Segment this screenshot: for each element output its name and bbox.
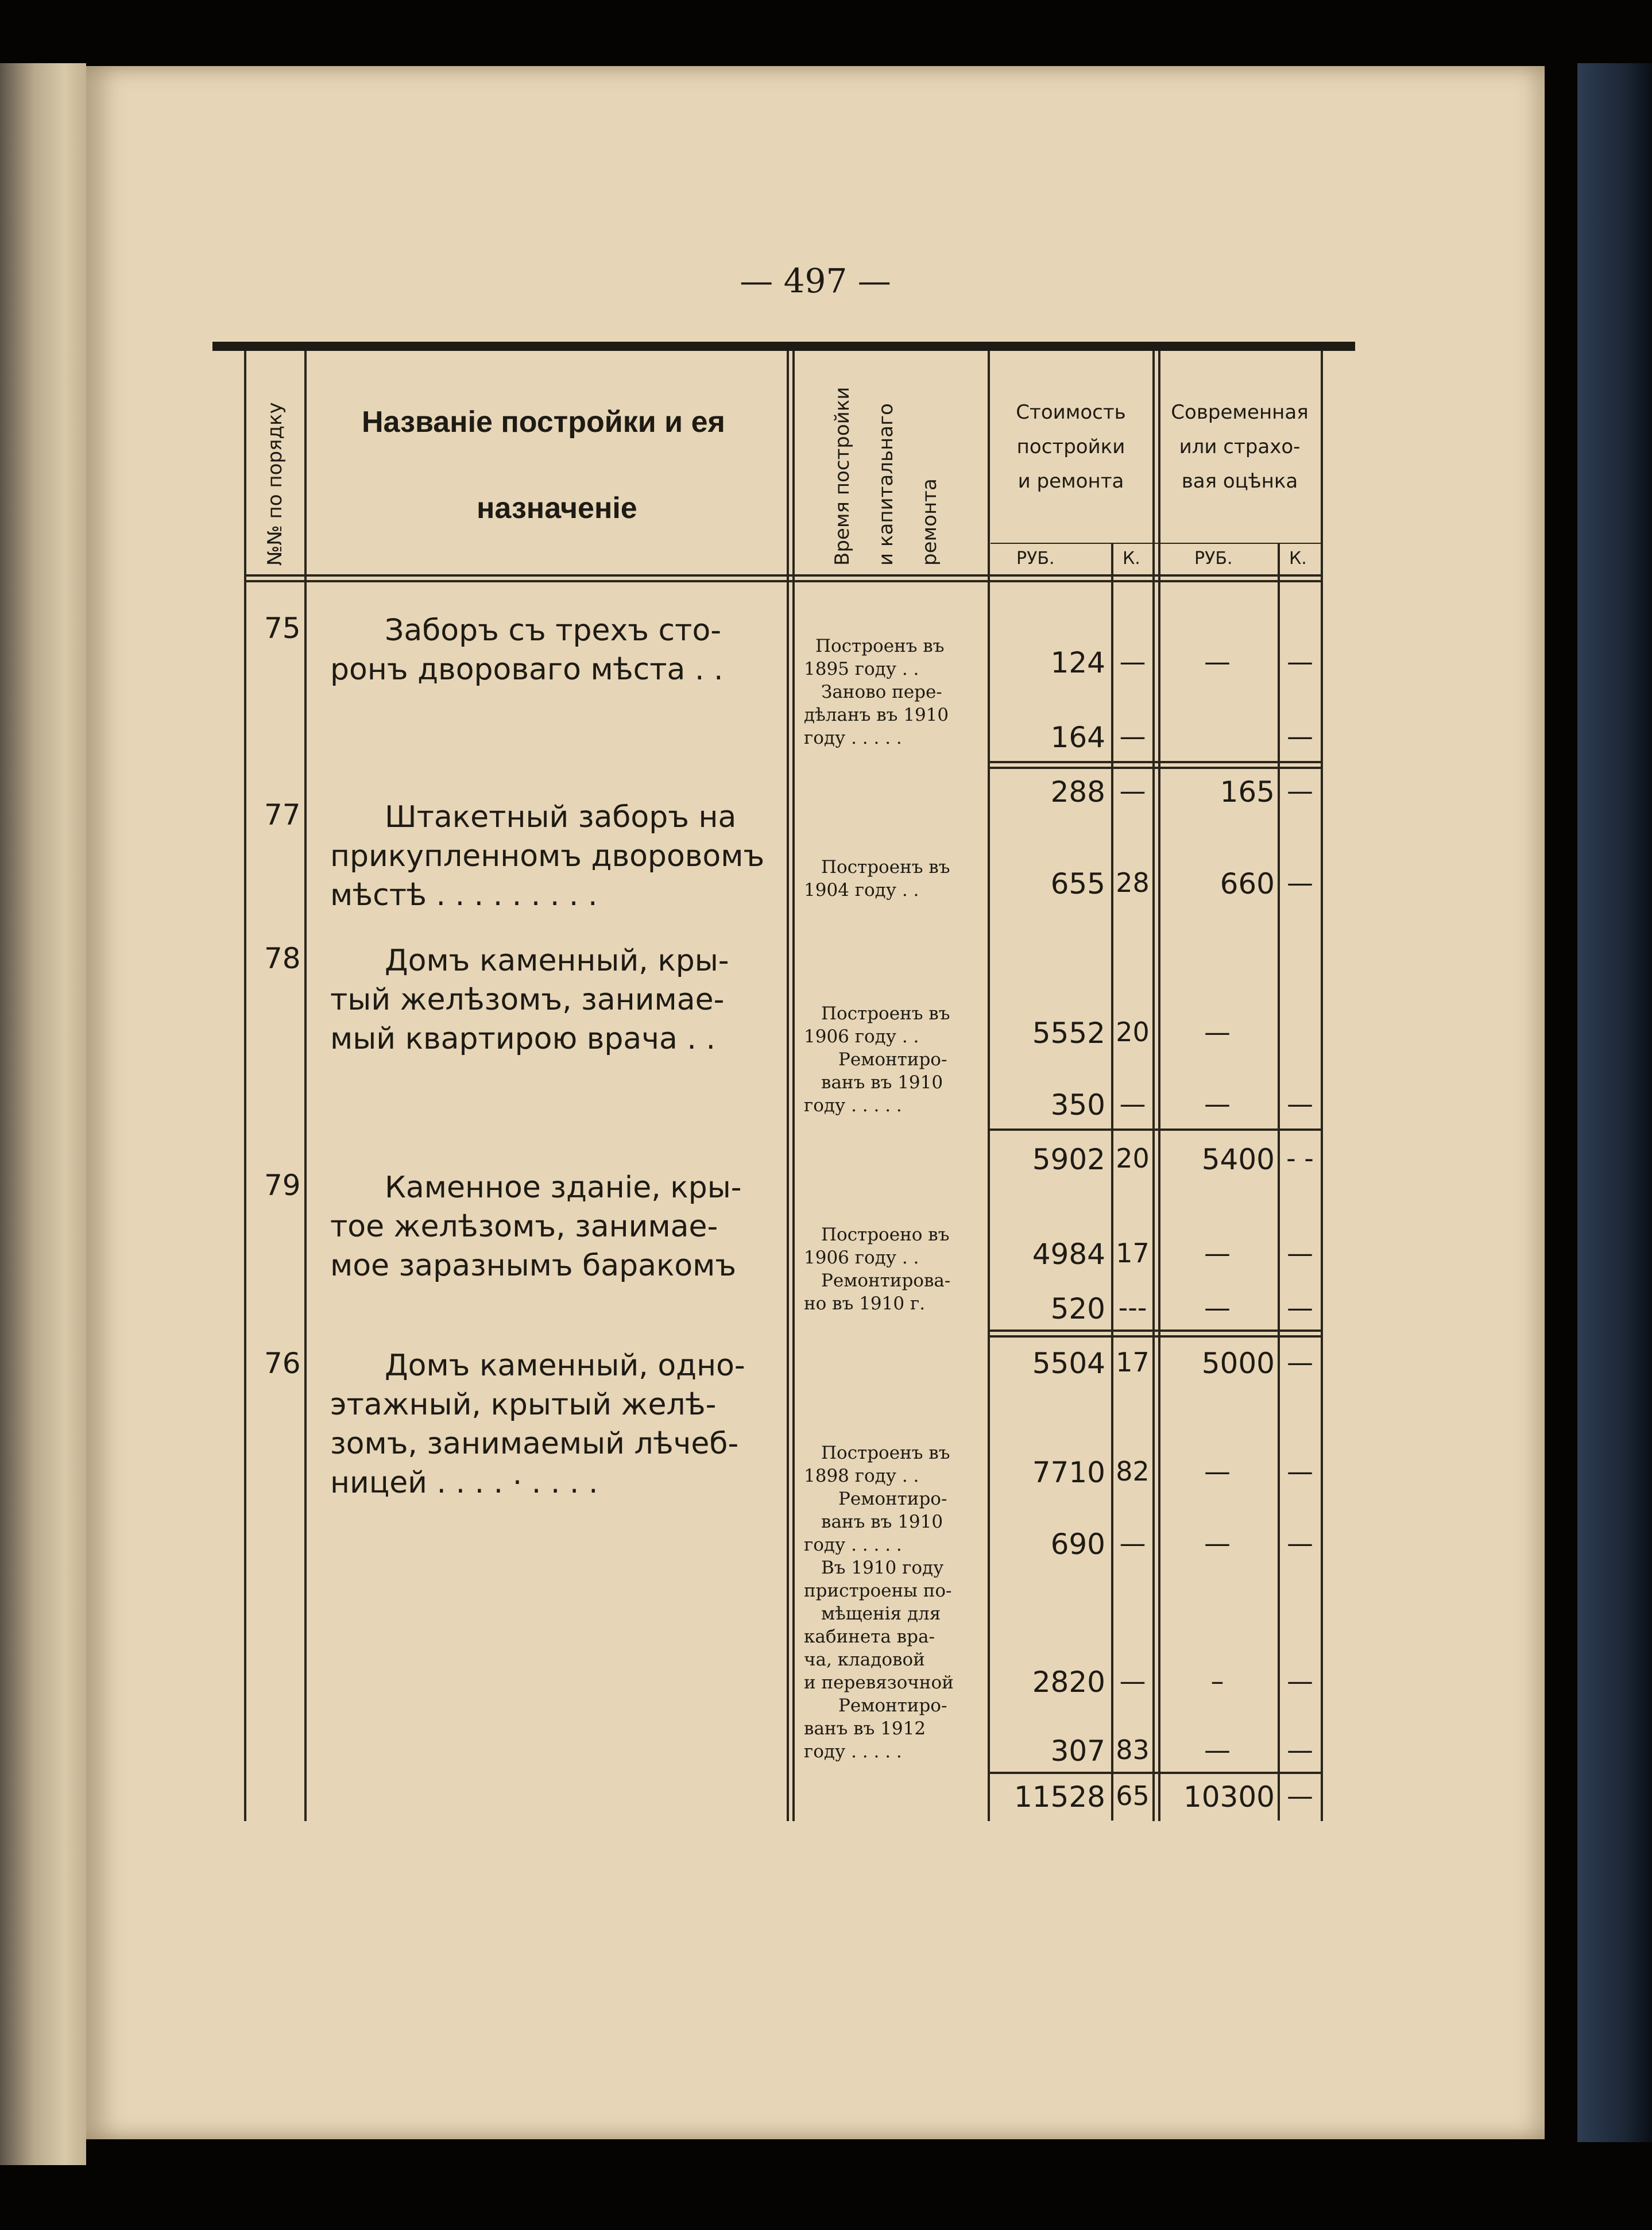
- header-col-value-l3: вая оцѣнка: [1181, 470, 1298, 493]
- row-name-line: Заборъ съ трехъ сто-: [385, 613, 722, 648]
- total-value-rub: 10300: [1183, 1780, 1275, 1814]
- total-value-kop: —: [1287, 775, 1313, 806]
- total-value-rub: 5000: [1201, 1347, 1275, 1380]
- subtotal-rule: [988, 1335, 1321, 1338]
- value-rub: —: [1204, 1734, 1231, 1765]
- row-time-line: году . . . . .: [804, 1095, 902, 1116]
- total-cost-rub: 288: [1050, 775, 1105, 809]
- row-name-line: тое желѣзомъ, занимае-: [330, 1209, 718, 1244]
- header-col-time-l1: Время постройки: [831, 387, 854, 566]
- total-value-kop: - -: [1286, 1143, 1314, 1174]
- row-time-line: году . . . . .: [804, 1535, 902, 1555]
- row-time-line: 1904 году . .: [804, 880, 919, 900]
- row-time-line: Построенъ въ: [821, 857, 950, 878]
- row-name-line: этажный, крытый желѣ-: [330, 1388, 717, 1422]
- cost-kop: —: [1119, 1528, 1146, 1559]
- row-time-line: году . . . . .: [804, 728, 902, 748]
- value-rub: –: [1210, 1665, 1224, 1696]
- cost-rub: 7710: [1032, 1456, 1105, 1489]
- value-rub: —: [1204, 1238, 1231, 1269]
- row-time-line: дѣланъ въ 1910: [804, 705, 949, 725]
- row-time-line: Ремонтиро-: [838, 1049, 947, 1070]
- header-col-cost-l1: Стоимость: [1016, 401, 1126, 424]
- row-time-line: Ремонтирова-: [821, 1270, 951, 1291]
- header-col-cost-l3: и ремонта: [1017, 470, 1124, 493]
- row-time-line: Заново пере-: [821, 682, 942, 702]
- row-time-line: Ремонтиро-: [838, 1695, 947, 1716]
- value-rub: —: [1204, 646, 1231, 677]
- row-name-line: ницей . . . . · . . . .: [330, 1466, 598, 1500]
- value-kop: —: [1287, 1734, 1313, 1765]
- row-number: 78: [264, 942, 301, 975]
- value-rub: —: [1204, 1017, 1231, 1048]
- page-number: — 497 —: [740, 261, 891, 300]
- cost-rub: 350: [1050, 1088, 1105, 1122]
- total-value-kop: —: [1287, 1347, 1313, 1378]
- value-kop: —: [1287, 1528, 1313, 1559]
- cost-kop: —: [1119, 646, 1146, 677]
- row-name-line: мый квартирою врача . .: [330, 1022, 715, 1056]
- value-kop: —: [1287, 1238, 1313, 1269]
- row-time-line: но въ 1910 г.: [804, 1293, 926, 1314]
- row-name-line: мѣстѣ . . . . . . . . .: [330, 878, 598, 913]
- row-time-line: Построенъ въ: [815, 636, 945, 656]
- row-time-line: Въ 1910 году: [821, 1557, 944, 1578]
- total-cost-kop: 65: [1116, 1780, 1150, 1811]
- header-col-time-l2: и капитальнаго: [875, 403, 897, 566]
- cost-rub: 520: [1050, 1292, 1105, 1325]
- header-col-value-l1: Современная: [1171, 401, 1309, 424]
- row-number: 75: [264, 612, 301, 645]
- cost-rub: 307: [1050, 1734, 1105, 1768]
- row-number: 76: [264, 1347, 301, 1380]
- col-line-6b: [1158, 351, 1160, 1821]
- row-name-line: прикупленномъ дворовомъ: [330, 839, 765, 874]
- row-time-line: пристроены по-: [804, 1580, 952, 1601]
- row-name-line: Каменное зданіе, кры-: [385, 1170, 742, 1205]
- cost-kop: 83: [1116, 1734, 1150, 1765]
- header-kop: К.: [1123, 548, 1140, 569]
- row-name-line: Домъ каменный, одно-: [385, 1348, 745, 1383]
- value-kop: —: [1287, 721, 1313, 752]
- subtotal-rule: [988, 767, 1321, 769]
- total-value-rub: 5400: [1201, 1143, 1275, 1176]
- row-name-line: ронъ двороваго мѣста . .: [330, 652, 724, 687]
- value-rub: —: [1204, 1456, 1231, 1487]
- row-time-line: ча, кладовой: [804, 1649, 925, 1670]
- cost-kop: 20: [1116, 1017, 1150, 1048]
- row-time-line: Построенъ въ: [821, 1003, 950, 1024]
- cost-rub: 5552: [1032, 1017, 1105, 1050]
- book-spine: [0, 63, 86, 2165]
- row-time-line: и перевязочной: [804, 1672, 954, 1693]
- header-col-name-line1: Названіе постройки и ея: [362, 405, 725, 439]
- col-line-2: [304, 351, 307, 1821]
- value-rub: —: [1204, 1088, 1231, 1119]
- total-cost-rub: 11528: [1013, 1780, 1105, 1814]
- row-time-line: ванъ въ 1912: [804, 1718, 926, 1739]
- subtotal-rule: [988, 1330, 1321, 1332]
- row-time-line: ванъ въ 1910: [821, 1072, 943, 1093]
- row-number: 79: [264, 1169, 301, 1202]
- cost-kop: —: [1119, 721, 1146, 752]
- subtotal-rule: [988, 1772, 1321, 1774]
- cost-rub: 690: [1050, 1528, 1105, 1561]
- col-line-3a: [787, 351, 789, 1821]
- total-cost-kop: 20: [1116, 1143, 1150, 1174]
- header-col-number: №№ по порядку: [264, 402, 287, 566]
- cost-rub: 2820: [1032, 1665, 1105, 1699]
- col-line-5: [1111, 543, 1113, 1821]
- col-line-6a: [1152, 351, 1155, 1821]
- row-time-line: Построенъ въ: [821, 1443, 950, 1463]
- row-time-line: мѣщенія для: [821, 1603, 941, 1624]
- row-name-line: зомъ, занимаемый лѣчеб-: [330, 1427, 739, 1461]
- cost-kop: —: [1119, 1665, 1146, 1696]
- header-col-name-line2: назначеніе: [477, 492, 637, 525]
- header-rub-2: РУБ.: [1194, 548, 1233, 569]
- total-value-kop: —: [1287, 1780, 1313, 1811]
- col-line-3b: [792, 351, 795, 1821]
- col-line-8: [1321, 351, 1323, 1821]
- row-name-line: Домъ каменный, кры-: [385, 944, 729, 978]
- cost-kop: ---: [1118, 1292, 1147, 1323]
- header-kop-2: К.: [1289, 548, 1307, 569]
- value-kop: —: [1287, 1292, 1313, 1323]
- value-kop: —: [1287, 646, 1313, 677]
- cost-rub: 4984: [1032, 1238, 1105, 1271]
- row-time-line: ванъ въ 1910: [821, 1512, 943, 1532]
- header-col-cost-l2: постройки: [1016, 435, 1125, 458]
- cost-kop: —: [1119, 1088, 1146, 1119]
- cost-rub: 124: [1050, 646, 1105, 679]
- row-name-line: Штакетный заборъ на: [385, 800, 737, 834]
- total-cost-rub: 5504: [1032, 1347, 1105, 1380]
- header-col-time-l3: ремонта: [918, 478, 941, 566]
- col-line-4: [988, 351, 990, 1821]
- row-time-line: Построено въ: [821, 1224, 950, 1245]
- col-line-7: [1278, 543, 1280, 1821]
- subheader-rule: [991, 543, 1321, 544]
- row-time-line: 1906 году . .: [804, 1026, 919, 1047]
- total-cost-kop: —: [1119, 775, 1146, 806]
- row-time-line: кабинета вра-: [804, 1626, 935, 1647]
- cost-kop: 28: [1116, 867, 1150, 898]
- header-col-value-l2: или страхо-: [1179, 435, 1301, 458]
- value-kop: —: [1287, 1665, 1313, 1696]
- table-top-rule: [212, 342, 1355, 351]
- row-number: 77: [264, 798, 301, 832]
- value-rub: 660: [1220, 867, 1275, 900]
- header-rub: РУБ.: [1016, 548, 1055, 569]
- row-time-line: году . . . . .: [804, 1741, 902, 1762]
- row-name-line: мое заразнымъ баракомъ: [330, 1249, 737, 1283]
- total-value-rub: 165: [1220, 775, 1275, 809]
- value-rub: —: [1204, 1528, 1231, 1559]
- cost-rub: 164: [1050, 721, 1105, 754]
- cost-rub: 655: [1050, 867, 1105, 900]
- total-cost-kop: 17: [1116, 1347, 1150, 1378]
- value-kop: —: [1287, 1456, 1313, 1487]
- row-time-line: 1895 году . .: [804, 659, 919, 679]
- col-line-1: [244, 351, 246, 1821]
- cost-kop: 17: [1116, 1238, 1150, 1269]
- subtotal-rule: [988, 1128, 1321, 1131]
- row-time-line: 1898 году . .: [804, 1466, 919, 1486]
- row-name-line: тый желѣзомъ, занимае-: [330, 983, 725, 1017]
- cost-kop: 82: [1116, 1456, 1150, 1487]
- total-cost-rub: 5902: [1032, 1143, 1105, 1176]
- value-rub: —: [1204, 1292, 1231, 1323]
- value-kop: —: [1287, 1088, 1313, 1119]
- subtotal-rule: [988, 761, 1321, 763]
- value-kop: —: [1287, 867, 1313, 898]
- row-time-line: 1906 году . .: [804, 1247, 919, 1268]
- row-time-line: Ремонтиро-: [838, 1489, 947, 1509]
- book-cover-edge: [1577, 63, 1652, 2142]
